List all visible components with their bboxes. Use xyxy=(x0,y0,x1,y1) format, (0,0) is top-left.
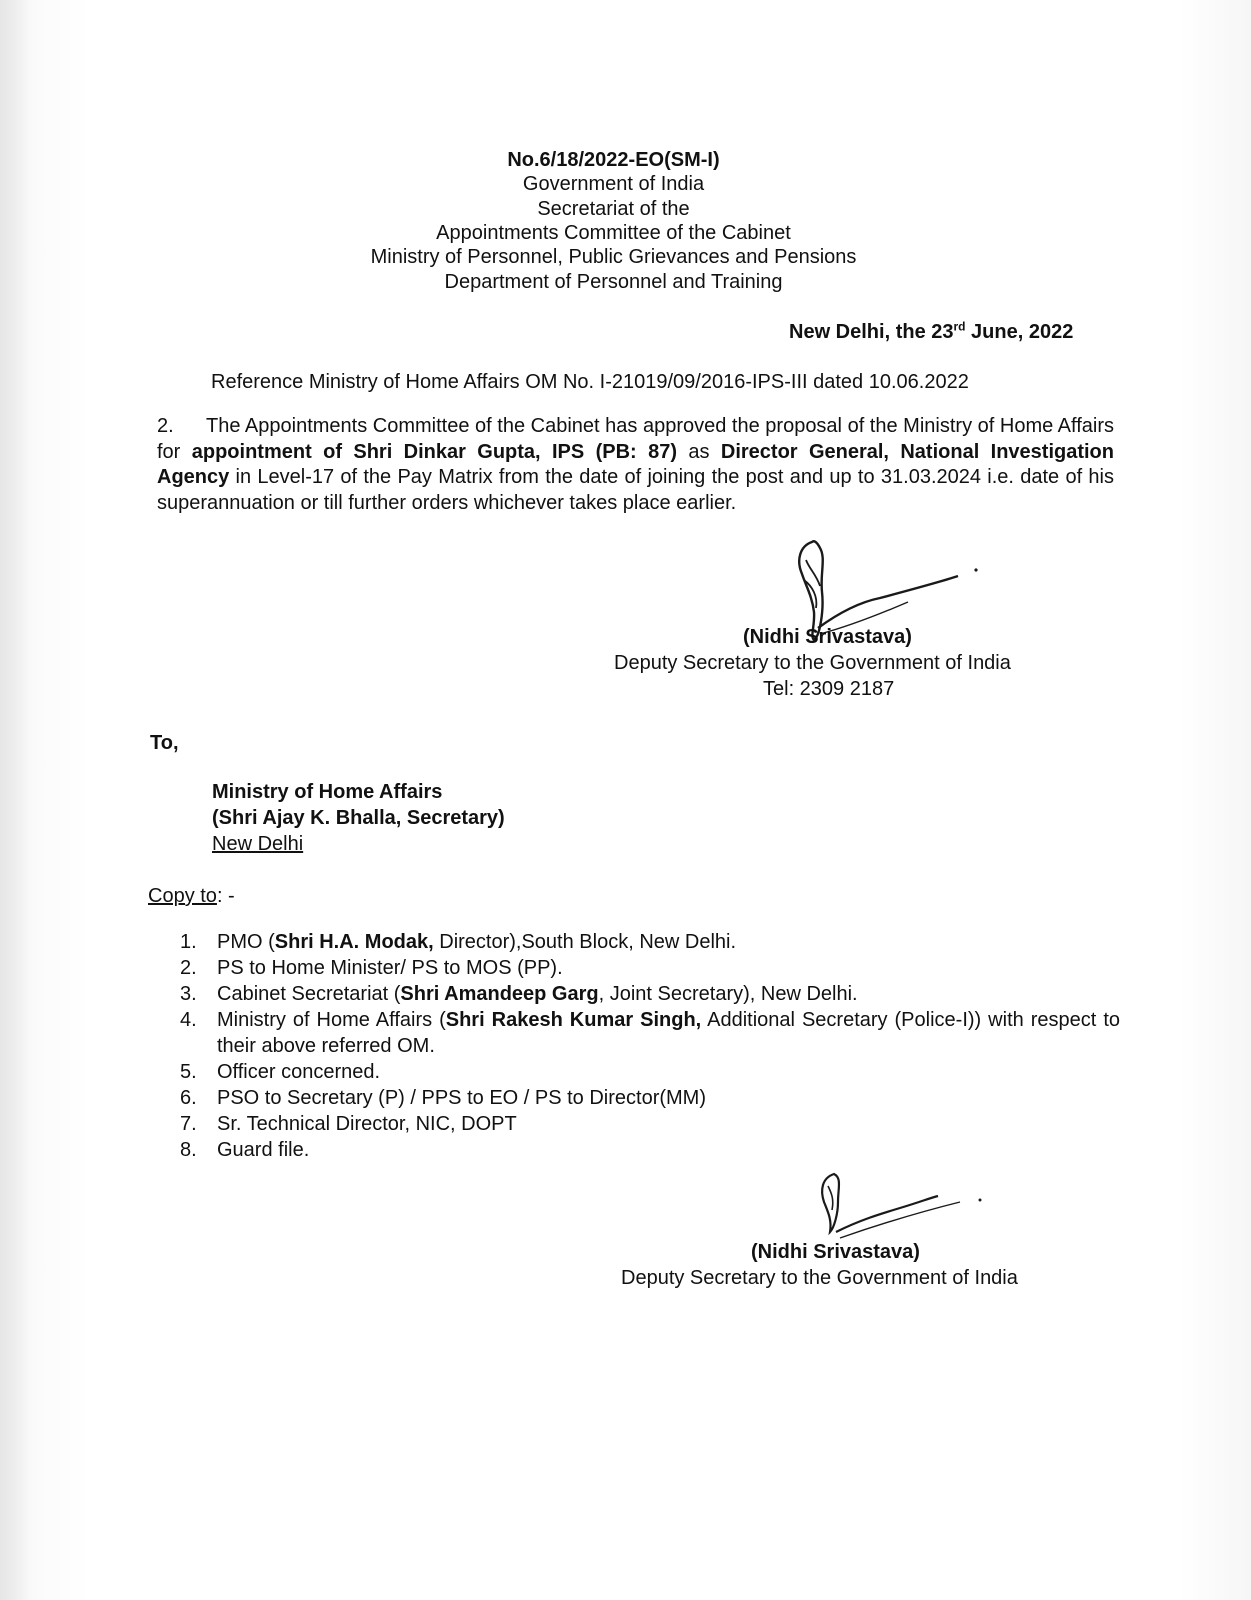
approval-paragraph: 2. The Appointments Committee of the Cabinet has approved the proposal of the Ministry of Home Affairs for appointment of Shri Dinkar Gupta, IPS (PB: 87) as Director General, National Investigation Agency in Level-17 of the Pay Matrix from the date of joining the post and up to 31.03.2024 i.e. date of his superannuation or till further orders whichever takes place earlier. xyxy=(157,415,1114,514)
header-government: Government of India xyxy=(522,173,705,195)
signature-1-tel: Tel: 2309 2187 xyxy=(763,678,895,700)
signature-2-name: (Nidhi Srivastava) xyxy=(751,1241,920,1263)
list-item: 2. PS to Home Minister/ PS to MOS (PP). xyxy=(180,957,563,979)
list-item: 6. PSO to Secretary (P) / PPS to EO / PS to Director(MM) xyxy=(180,1087,707,1109)
copy-to-label: Copy to: - xyxy=(148,885,235,907)
date-line: New Delhi, the 23rd June, 2022 xyxy=(789,319,1074,343)
list-item: 4. Ministry of Home Affairs (Shri Rakesh Kumar Singh, Additional Secretary (Police-I)) with respect to their above referred OM. xyxy=(180,1009,1120,1057)
signature-2-designation: Deputy Secretary to the Government of India xyxy=(621,1267,1018,1289)
paragraph-number: 2. xyxy=(157,415,174,437)
signature-1-name: (Nidhi Srivastava) xyxy=(743,626,912,648)
reference-line: Reference Ministry of Home Affairs OM No. I-21019/09/2016-IPS-III dated 10.06.2022 xyxy=(211,371,969,393)
header-secretariat: Secretariat of the xyxy=(537,198,690,220)
to-city: New Delhi xyxy=(212,833,304,855)
list-item: 7. Sr. Technical Director, NIC, DOPT xyxy=(180,1113,517,1135)
list-item: 5. Officer concerned. xyxy=(180,1061,381,1083)
list-item: 8. Guard file. xyxy=(180,1139,310,1161)
signature-1-designation: Deputy Secretary to the Government of India xyxy=(614,652,1011,674)
header-committee: Appointments Committee of the Cabinet xyxy=(436,222,791,244)
list-item: 3. Cabinet Secretariat (Shri Amandeep Garg, Joint Secretary), New Delhi. xyxy=(180,983,858,1005)
header-department: Department of Personnel and Training xyxy=(444,271,783,293)
to-ministry: Ministry of Home Affairs xyxy=(212,781,443,803)
header-ministry: Ministry of Personnel, Public Grievances and Pensions xyxy=(370,246,857,268)
list-item: 1. PMO (Shri H.A. Modak, Director),South Block, New Delhi. xyxy=(180,931,737,953)
to-label: To, xyxy=(150,732,179,754)
file-number: No.6/18/2022-EO(SM-I) xyxy=(507,149,720,171)
to-secretary: (Shri Ajay K. Bhalla, Secretary) xyxy=(212,807,505,829)
copy-to-list xyxy=(180,929,1120,1163)
